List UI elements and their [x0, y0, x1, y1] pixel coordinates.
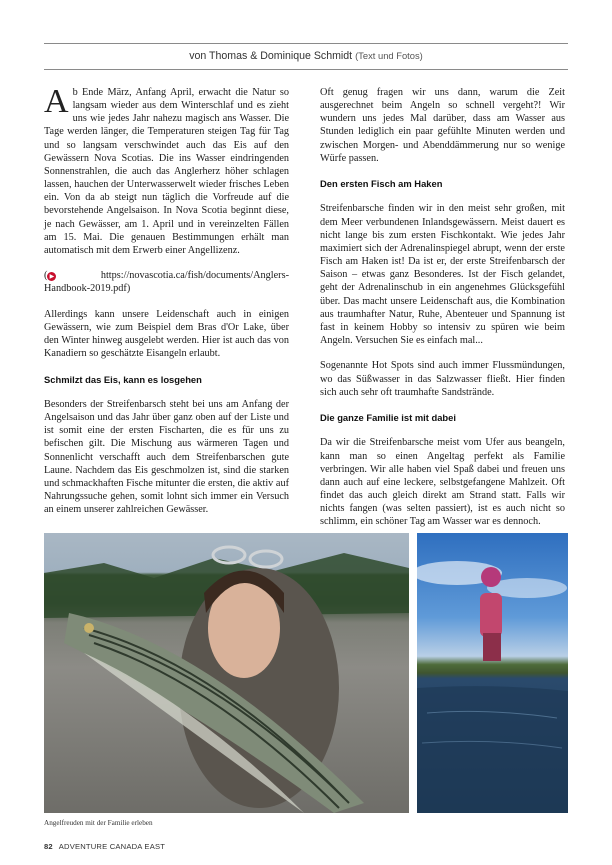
- section-heading-first-fish: Den ersten Fisch am Haken: [320, 178, 443, 190]
- handbook-link[interactable]: https://novascotia.ca/fish/documents/Anglers-Handbook-2019.pdf): [44, 270, 289, 295]
- section-heading-family: Die ganze Familie ist mit dabei: [320, 412, 456, 424]
- left-column: [44, 83, 289, 528]
- intro-text: b Ende März, Anfang April, erwacht die Natur so langsam wieder aus dem Winterschlaf und es zieht uns wie jedes Jahr nahezu magisch ans Wasser. Die Tage werden länger, die Temperaturen steigen Tag für Tag und so langsam verschwindet auch das Eis auf den Gewässern Nova Scotias. Die ins Wasser eindringenden Sonnenstrahlen, die auch das Anglerherz höher schlagen lassen, hauchen der Unterwasserwelt wieder frisches Leben ein. Von da ab steigt nun täglich die Vorfreude auf die bevorstehende Angelsaison. In Nova Scotia beginnt diese, je nach Gewässer, am 1. April und in vereinzelten Fällen am 15. Mai. Die genauen Bestimmungen erhält man automatisch mit dem Erwerb einer Angellizenz.: [44, 87, 289, 256]
- right-column: [320, 86, 565, 541]
- page-number: 82: [44, 842, 53, 851]
- striped-bass-paragraph: Besonders der Streifenbarsch steht bei uns am Anfang der Angelsaison und das Jahr über ganz oben auf der Liste und ist somit eine der ersten Fischarten, die es für uns zu befischen gilt. Die Mischung aus wärmeren Tagen und Sonnenlicht verschafft auch dem Streifenbarschen gute Laune. Nachdem das Eis geschmolzen ist, sind die starken und schmackhaften Fische mitunter die ersten, die aktiv auf Nahrungssuche gehen, somit lohnt sich immer ein Versuch an einem unserer zahlreichen Gewässer.: [44, 398, 289, 516]
- byline-authors: von Thomas & Dominique Schmidt: [189, 50, 353, 62]
- photo-woman-illustration: [44, 533, 409, 813]
- byline-note: (Text und Fotos): [355, 50, 423, 61]
- time-paragraph: Oft genug fragen wir uns dann, warum die Zeit ausgerechnet beim Angeln so schnell vergeht?! Wir wundern uns jedes Mal darüber, dass am Wasser aus Stunden lediglich ein paar gefühlte Minuten werden und zwischen Morgen- und Abenddämmerung nur so wenige Würfe passen.: [320, 87, 565, 164]
- link-paragraph: ( ▶ https://novascotia.ca/fish/documents/Anglers-Handbook-2019.pdf): [44, 270, 289, 295]
- page-footer: [44, 842, 165, 851]
- play-circle-icon: ▶: [47, 272, 56, 281]
- top-rule: [44, 43, 568, 44]
- photo-child-in-water: [417, 533, 568, 813]
- section-heading-ice: Schmilzt das Eis, kann es losgehen: [44, 373, 202, 385]
- winter-paragraph: Allerdings kann unsere Leidenschaft auch in einigen Gewässern, wie zum Beispiel dem Bras d'Or Lake, über den Winter hinweg ausgelebt werden. Hier ist auch das von Kanadiern so geschätzte Eisangeln erlaubt.: [44, 308, 289, 360]
- byline: [44, 50, 568, 62]
- magazine-name: ADVENTURE CANADA EAST: [58, 842, 166, 851]
- photo-woman-with-striped-bass: [44, 533, 409, 813]
- byline-rule: [44, 69, 568, 70]
- photo-caption: Angelfreuden mit der Familie erleben: [44, 819, 153, 827]
- intro-paragraph: [44, 83, 289, 257]
- first-fish-paragraph: Streifenbarsche finden wir in den meist sehr großen, mit dem Meer verbundenen Inlandsgewässern. Meist dauert es nicht lange bis zum ersten Fischkontakt. Wie jedes Jahr maximiert sich der Adrenalinspiegel abrupt, wenn der erste Fisch am Haken ist! Da ist er, der erste Streifenbarsch der Saison – etwas ganz Besonderes. Ist der Fisch gelandet, geht der Adrenalinschub in ein angenehmes Glücksgefühl über. Das macht unsere Leidenschaft aus, die Kombination aus traumhafter Natur, Ruhe, Abenteuer und Spannung ist fast in keinem Hobby so intensiv zu spüren wie beim Angeln. Versuchen Sie es einfach mal...: [320, 203, 565, 347]
- photo-child-illustration: [417, 533, 568, 813]
- hot-spots-paragraph: Sogenannte Hot Spots sind auch immer Flussmündungen, wo das Süßwasser in das Salzwasser fließt. Hier finden sich auch sehr oft traumhafte Sandstrände.: [320, 360, 565, 398]
- family-paragraph: Da wir die Streifenbarsche meist vom Ufer aus beangeln, kann man so einen Angeltag perfekt als Familie verbringen. Wir alle haben viel Spaß dabei und freuen uns dann auch auf eine leckere, selbstgefangene Mahlzeit. Oft findet das auch gleich direkt am Strand statt. Falls wir nichts fangen (was selten passiert), ist es auch nicht so schlimm, ein schöner Tag am Wasser war es dennoch.: [320, 437, 565, 528]
- drop-cap: A: [44, 83, 69, 120]
